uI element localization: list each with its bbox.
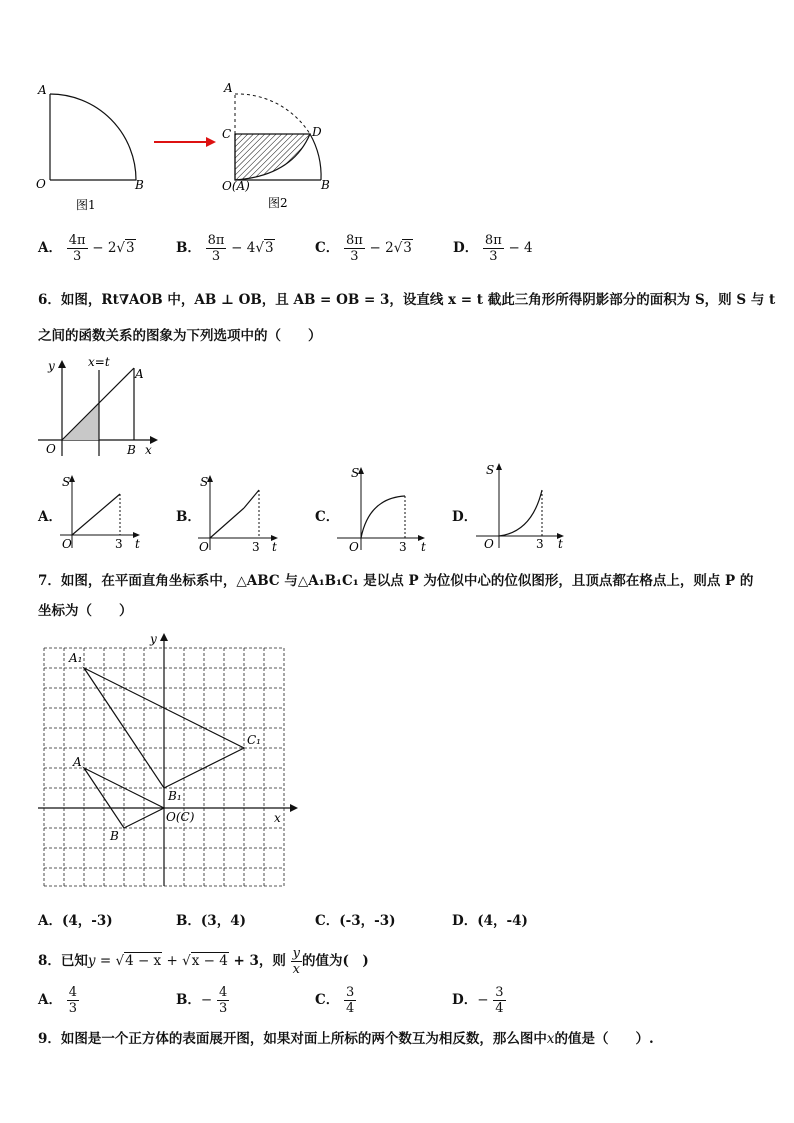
option-letter: C．: [315, 992, 340, 1008]
graph-o-label: O: [349, 540, 359, 554]
option-sign: −: [200, 992, 213, 1008]
q8-option-c[interactable]: [315, 985, 356, 1016]
frac-num: 4: [218, 985, 228, 1000]
fig2-label-C: C: [222, 127, 232, 141]
fig1-label-B: B: [135, 178, 144, 192]
graph-s-label: S: [200, 475, 209, 489]
graph-t-label: t: [135, 537, 140, 551]
graph-t-label: t: [558, 537, 563, 551]
graph-o-label: O: [484, 537, 494, 551]
q7-fig-B1: B₁: [168, 789, 182, 803]
option-rest: − 4: [508, 240, 533, 256]
q8-suffix: 的值为( ): [301, 953, 369, 969]
graph-t-label: t: [272, 540, 277, 554]
graph-3-label: 3: [115, 537, 123, 551]
fig1-quarter-circle: [50, 94, 136, 180]
q7-fig-OC: O(C): [166, 810, 195, 824]
q8-radicand-2: x − 4: [191, 953, 228, 969]
q6-graph-d: [474, 458, 574, 553]
q6-text-line2: 之间的函数关系的图象为下列选项中的（ ）: [38, 328, 322, 344]
q7-text-line1: 7．如图，在平面直角坐标系中，△ABC 与△A₁B₁C₁ 是以点 P 为位似中心的位似图形，且顶点都在格点上，则点 P 的: [38, 573, 754, 589]
option-sign: −: [477, 992, 489, 1008]
q8-radicand-1: 4 − x: [125, 953, 162, 969]
frac-den: x: [292, 962, 300, 977]
q7-fig-y: y: [150, 632, 157, 646]
q6-fig-A: A: [135, 367, 144, 381]
graph-t-label: t: [421, 540, 426, 554]
q6-option-b[interactable]: B．: [176, 509, 201, 525]
graph-o-label: O: [199, 540, 209, 554]
frac-den: 3: [218, 1001, 228, 1016]
q7-option-c[interactable]: C．(-3，-3): [315, 913, 396, 929]
q9-text: [38, 1029, 654, 1049]
frac-num: 8π: [345, 233, 363, 248]
q6-fig-O: O: [46, 442, 56, 456]
q9-before: 9．如图是一个正方体的表面展开图，如果对面上所标的两个数互为相反数，那么图中: [38, 1031, 547, 1047]
q7-option-a[interactable]: A．(4，-3): [38, 913, 113, 929]
option-rest: − 2: [92, 240, 117, 256]
option-letter: D．: [452, 992, 478, 1008]
frac-den: 3: [489, 249, 498, 264]
q7-fig-B: B: [110, 829, 119, 843]
frac-den: 4: [495, 1001, 504, 1016]
red-arrow-icon: [154, 137, 216, 147]
frac-num: 8π: [484, 233, 502, 248]
q5-option-a[interactable]: A． $\frac{4\pi}{3}$ − 2√3: [38, 233, 135, 264]
q6-option-c[interactable]: C．: [315, 509, 340, 525]
q8-y: y: [87, 953, 96, 969]
frac-den: 3: [68, 1001, 77, 1016]
fig2-label-D: D: [312, 125, 322, 139]
option-letter: A．: [38, 240, 62, 256]
fig2-label-B: B: [321, 178, 330, 192]
q8-option-b[interactable]: [176, 985, 229, 1016]
q6-graph-b: [196, 470, 286, 555]
frac-num: y: [292, 946, 300, 961]
option-letter: C．: [315, 240, 340, 256]
fig2-label-OA: O(A): [222, 179, 250, 193]
option-letter: B．: [176, 992, 201, 1008]
frac-den: 3: [350, 249, 359, 264]
q6-text-line1: 6．如图，Rt∇AOB 中，AB ⊥ OB，且 AB = OB = 3，设直线 x = t 截此三角形所得阴影部分的面积为 S，则 S 与 t: [38, 292, 776, 308]
frac-den: 3: [211, 249, 221, 264]
graph-3-label: 3: [399, 540, 407, 554]
option-radicand: 3: [126, 240, 135, 256]
q6-option-a[interactable]: A．: [38, 509, 62, 525]
q5-option-b[interactable]: B． $\frac{8\pi}{3}$ − 4√3: [176, 233, 274, 264]
fig1-label-A: A: [38, 83, 47, 97]
q7-option-d[interactable]: D．(4，-4): [452, 913, 528, 929]
option-letter: D．: [453, 240, 479, 256]
q7-text-line2: 坐标为（ ）: [38, 603, 133, 619]
q8-text: 8．已知y = √4 − x + √x − 4 + 3，则 $\frac{y}{x}$ 的值为( ): [38, 946, 369, 977]
q8-eq: =: [95, 953, 116, 969]
q8-plus-2: + 3，则: [228, 953, 286, 969]
q6-graph-c: [335, 462, 435, 555]
frac-num: 4π: [68, 233, 86, 248]
fig1-caption: 图1: [76, 198, 96, 212]
option-rest: − 2: [369, 240, 394, 256]
frac-num: 3: [345, 985, 355, 1000]
q5-option-c[interactable]: C． $\frac{8\pi}{3}$ − 2√3: [315, 233, 412, 264]
q9-after: 的值是（ ）.: [554, 1031, 654, 1047]
frac-den: 4: [345, 1001, 355, 1016]
frac-num: 3: [495, 985, 504, 1000]
fig2-caption: 图2: [268, 196, 288, 210]
q8-option-d[interactable]: [452, 985, 506, 1016]
q7-fig-A1: A₁: [69, 651, 83, 665]
graph-s-label: S: [62, 475, 71, 489]
frac-num: 8π: [207, 233, 225, 248]
option-letter: B．: [176, 240, 201, 256]
option-radicand: 3: [403, 240, 412, 256]
q8-plus-1: +: [162, 953, 183, 969]
option-rest: − 4: [231, 240, 256, 256]
fig2-label-A: A: [224, 81, 233, 95]
q9-var: x: [546, 1031, 555, 1047]
fig1-label-O: O: [36, 177, 46, 191]
graph-s-label: S: [351, 466, 360, 480]
q7-fig-C1: C₁: [247, 733, 261, 747]
q6-graph-a: [58, 470, 148, 555]
q7-fig-A: A: [73, 755, 82, 769]
graph-3-label: 3: [536, 537, 544, 551]
option-radicand: 3: [264, 240, 274, 256]
frac-num: 4: [68, 985, 77, 1000]
option-letter: A．: [38, 992, 62, 1008]
q6-figure: [36, 356, 166, 461]
graph-s-label: S: [486, 463, 495, 477]
q6-option-d[interactable]: D．: [452, 509, 478, 525]
q6-fig-xt: x=t: [88, 356, 110, 369]
q8-prefix: 8．已知: [38, 953, 88, 969]
q6-fig-B: B: [127, 443, 136, 457]
q5-figure: [30, 80, 350, 215]
q7-fig-x: x: [274, 811, 281, 825]
q8-option-a[interactable]: [38, 985, 79, 1016]
graph-3-label: 3: [252, 540, 260, 554]
frac-den: 3: [72, 249, 82, 264]
q6-fig-x: x: [145, 443, 152, 457]
graph-o-label: O: [62, 537, 72, 551]
q7-grid-figure: [36, 628, 306, 890]
fig2-folded-sector: [235, 94, 321, 180]
q7-option-b[interactable]: B．(3，4): [176, 913, 246, 929]
q5-option-d[interactable]: [453, 233, 533, 264]
q6-fig-y: y: [48, 359, 55, 373]
